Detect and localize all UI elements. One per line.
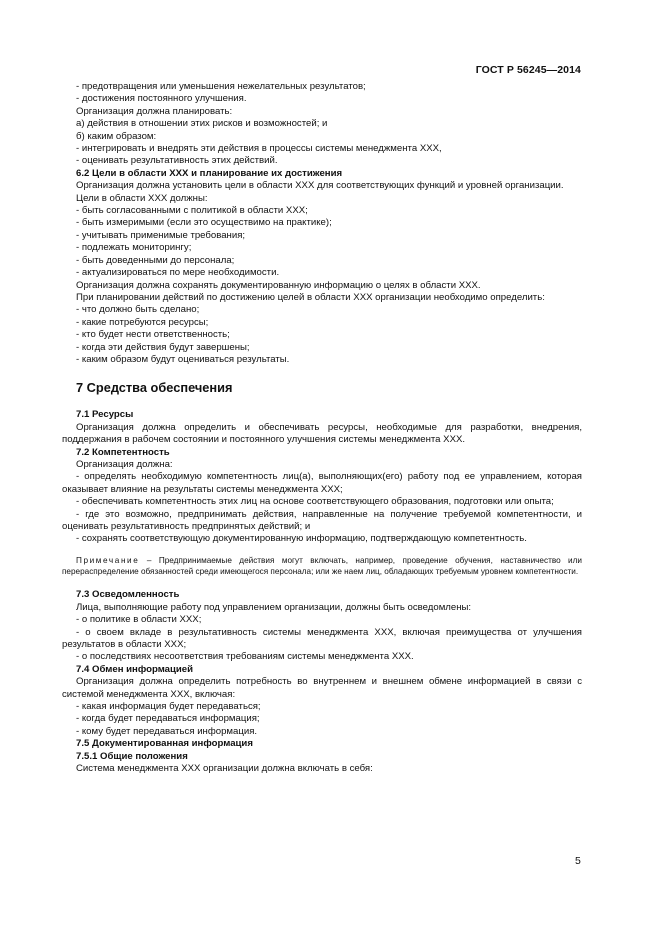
list-item: - кому будет передаваться информация. [76, 725, 258, 737]
list-item: - каким образом будут оцениваться результаты. [76, 353, 290, 365]
list-item: - кто будет нести ответственность; [76, 329, 230, 341]
note-paragraph [62, 555, 582, 578]
list-item: - что должно быть сделано; [76, 304, 200, 316]
list-item: - где это возможно, предпринимать действия, направленные на получение требуемой компетентности, и оценивать результативность предпринятых действий; и [62, 508, 582, 532]
page-number: 5 [575, 855, 581, 867]
section-heading-7: 7 Средства обеспечения [76, 380, 233, 396]
note-text: – Предпринимаемые действия могут включать, например, проведение обучения, наставничество или перераспределение обязанностей среди имеющегося персонала; или же наем лиц, обладающих требуемым уровнем компетентности. [62, 555, 582, 577]
section-heading-7-3: 7.3 Осведомленность [76, 589, 180, 601]
list-item: - о политике в области XXX; [76, 614, 202, 626]
text-line: Организация должна сохранять документированную информацию о целях в области XXX. [76, 279, 481, 291]
list-item: - подлежать мониторингу; [76, 242, 192, 254]
list-item: - какая информация будет передаваться; [76, 701, 261, 713]
list-item: - сохранять соответствующую документированную информацию, подтверждающую компетентность. [76, 533, 527, 545]
list-item: - учитывать применимые требования; [76, 229, 246, 241]
section-heading-7-5: 7.5 Документированная информация [76, 738, 253, 750]
list-item: - быть измеримыми (если это осуществимо на практике); [76, 217, 332, 229]
list-item: - когда будет передаваться информация; [76, 713, 260, 725]
paragraph: Организация должна установить цели в области XXX для соответствующих функций и уровней организации. [76, 180, 564, 192]
text-line: Лица, выполняющие работу под управлением организации, должны быть осведомлены: [76, 601, 472, 613]
note-label: Примечание [76, 555, 140, 565]
list-item: - какие потребуются ресурсы; [76, 316, 209, 328]
document-body [62, 81, 582, 776]
list-item: - о последствиях несоответствия требованиям системы менеджмента XXX. [76, 651, 414, 663]
text-line: - интегрировать и внедрять эти действия в процессы системы менеджмента XXX, [76, 143, 442, 155]
text-line: - предотвращения или уменьшения нежелательных результатов; [76, 81, 366, 92]
list-item: - актуализироваться по мере необходимости. [76, 267, 280, 279]
section-heading-7-4: 7.4 Обмен информацией [76, 663, 194, 675]
text-line: б) каким образом: [76, 130, 157, 142]
section-heading-7-2: 7.2 Компетентность [76, 446, 170, 458]
text-line: - достижения постоянного улучшения. [76, 93, 247, 105]
text-line: Организация должна планировать: [76, 105, 233, 117]
text-line: Цели в области XXX должны: [76, 192, 208, 204]
list-item: - определять необходимую компетентность лиц(а), выполняющих(его) работу под ее управлением, которая оказывает влияние на результаты системы менеджмента XXX; [62, 471, 582, 495]
paragraph: Организация должна определить и обеспечивать ресурсы, необходимые для разработки, внедрения, поддержания в рабочем состоянии и постоянного улучшения системы менеджмента XXX. [62, 421, 582, 446]
section-heading-7-1: 7.1 Ресурсы [76, 409, 134, 421]
list-item: - обеспечивать компетентность этих лиц на основе соответствующего образования, подготовки или опыта; [76, 496, 554, 508]
text-line: Система менеджмента XXX организации должна включать в себя: [76, 763, 373, 775]
paragraph: Организация должна определить потребность во внутреннем и внешнем обмене информацией в связи с системой менеджмента XXX, включая: [62, 676, 582, 700]
section-heading-6-2: 6.2 Цели в области XXX и планирование их достижения [76, 167, 343, 179]
list-item: - когда эти действия будут завершены; [76, 341, 250, 353]
list-item: - быть согласованными с политикой в области XXX; [76, 205, 308, 217]
text-line: а) действия в отношении этих рисков и возможностей; и [76, 118, 328, 130]
section-heading-7-5-1: 7.5.1 Общие положения [76, 750, 188, 762]
list-item: - быть доведенными до персонала; [76, 254, 235, 266]
document-code-header: ГОСТ Р 56245—2014 [475, 64, 581, 76]
text-line: - оценивать результативность этих действий. [76, 155, 278, 167]
text-line: Организация должна: [76, 458, 173, 470]
list-item: - о своем вкладе в результативность системы менеджмента XXX, включая преимущества от улучшения результатов в области XXX; [62, 626, 582, 651]
paragraph: При планировании действий по достижению целей в области XXX организации необходимо определить: [76, 291, 545, 303]
